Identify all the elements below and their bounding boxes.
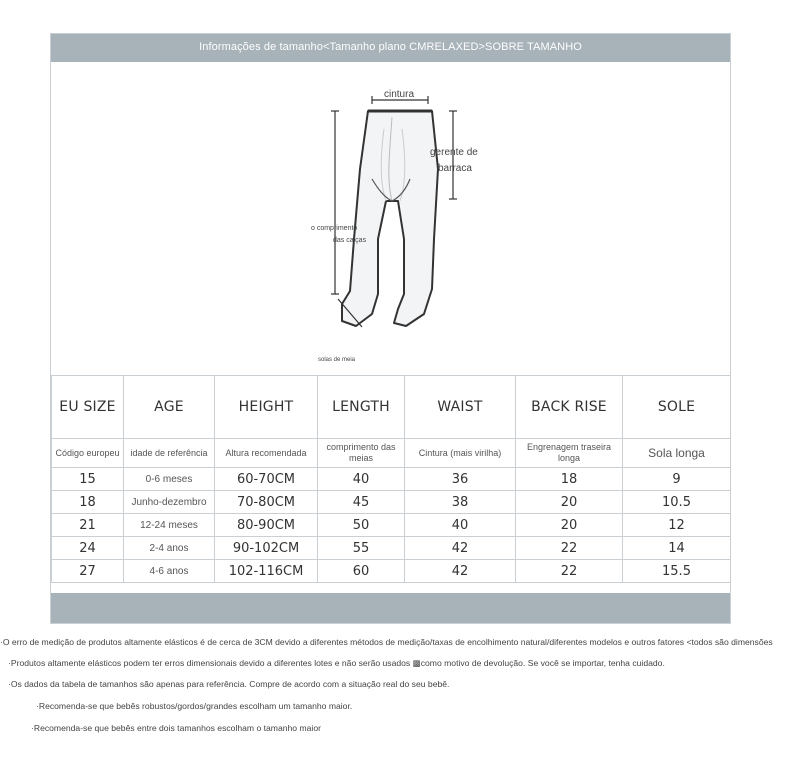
subheader-sole: Sola longa [623,439,731,468]
note-reference-only: ·Os dados da tabela de tamanhos são apenas para referência. Compre de acordo com a situação real do seu bebê. [8,679,450,689]
subheader-age: idade de referência [124,439,215,468]
cell-height: 70-80CM [215,491,318,514]
size-table-header-row [52,376,731,439]
length-label-line1: o comprimento [311,225,358,232]
note-between-sizes: ·Recomenda-se que bebês entre dois tamanhos escolham o tamanho maior [31,723,321,733]
cell-height: 80-90CM [215,514,318,537]
cell-length: 45 [318,491,405,514]
cell-sole: 10.5 [623,491,731,514]
cell-height: 60-70CM [215,468,318,491]
size-table [51,375,731,583]
header-height: HEIGHT [215,376,318,439]
header-length: LENGTH [318,376,405,439]
rise-label-line1: gerente de [430,147,478,158]
cell-waist: 36 [405,468,516,491]
cell-sole: 9 [623,468,731,491]
cell-eu-size: 27 [52,560,124,583]
size-chart-footer-bar [51,593,730,623]
waist-label: cintura [384,89,415,100]
cell-age: 12-24 meses [124,514,215,537]
table-row [52,491,731,514]
cell-length: 50 [318,514,405,537]
cell-sole: 14 [623,537,731,560]
cell-length: 60 [318,560,405,583]
cell-eu-size: 18 [52,491,124,514]
cell-back-rise: 22 [516,560,623,583]
cell-height: 102-116CM [215,560,318,583]
size-table-subheader-row [52,439,731,468]
tights-illustration [306,89,466,379]
subheader-back-rise: Engrenagem traseira longa [516,439,623,468]
table-row [52,514,731,537]
subheader-length: comprimento das meias [318,439,405,468]
cell-sole: 12 [623,514,731,537]
cell-length: 40 [318,468,405,491]
subheader-height: Altura recomendada [215,439,318,468]
cell-height: 90-102CM [215,537,318,560]
rise-label-line2: barraca [438,163,472,174]
table-row [52,468,731,491]
header-age: AGE [124,376,215,439]
cell-back-rise: 18 [516,468,623,491]
header-sole: SOLE [623,376,731,439]
size-chart-title: Informações de tamanho<Tamanho plano CMRELAXED>SOBRE TAMANHO [51,34,730,62]
note-measurement-error: ·O erro de medição de produtos altamente elásticos é de cerca de 3CM devido a diferentes métodos de medição/taxas de encolhimento natural/diferentes modelos e outros fatores <todos são dimensões [0,637,773,647]
cell-back-rise: 20 [516,491,623,514]
subheader-waist: Cintura (mais virilha) [405,439,516,468]
cell-waist: 42 [405,560,516,583]
cell-age: 4-6 anos [124,560,215,583]
table-row [52,560,731,583]
cell-waist: 38 [405,491,516,514]
cell-age: Junho-dezembro [124,491,215,514]
cell-back-rise: 22 [516,537,623,560]
cell-waist: 42 [405,537,516,560]
header-back-rise: BACK RISE [516,376,623,439]
length-label-line2: das calças [333,237,367,244]
note-larger-babies: ·Recomenda-se que bebês robustos/gordos/grandes escolham um tamanho maior. [36,701,353,711]
header-eu-size: EU SIZE [52,376,124,439]
size-chart-card [50,33,731,624]
sole-label: solas de meia [318,357,356,363]
table-row [52,537,731,560]
cell-age: 2-4 anos [124,537,215,560]
cell-age: 0-6 meses [124,468,215,491]
subheader-eu-code: Código europeu [52,439,124,468]
cell-waist: 40 [405,514,516,537]
note-batch-variation: ·Produtos altamente elásticos podem ter erros dimensionais devido a diferentes lotes e não serão usados ▩como motivo de devolução. Se você se importar, tenha cuidado. [8,658,665,668]
tights-diagram [306,89,478,379]
cell-length: 55 [318,537,405,560]
header-waist: WAIST [405,376,516,439]
cell-eu-size: 15 [52,468,124,491]
cell-eu-size: 24 [52,537,124,560]
cell-back-rise: 20 [516,514,623,537]
cell-sole: 15.5 [623,560,731,583]
cell-eu-size: 21 [52,514,124,537]
